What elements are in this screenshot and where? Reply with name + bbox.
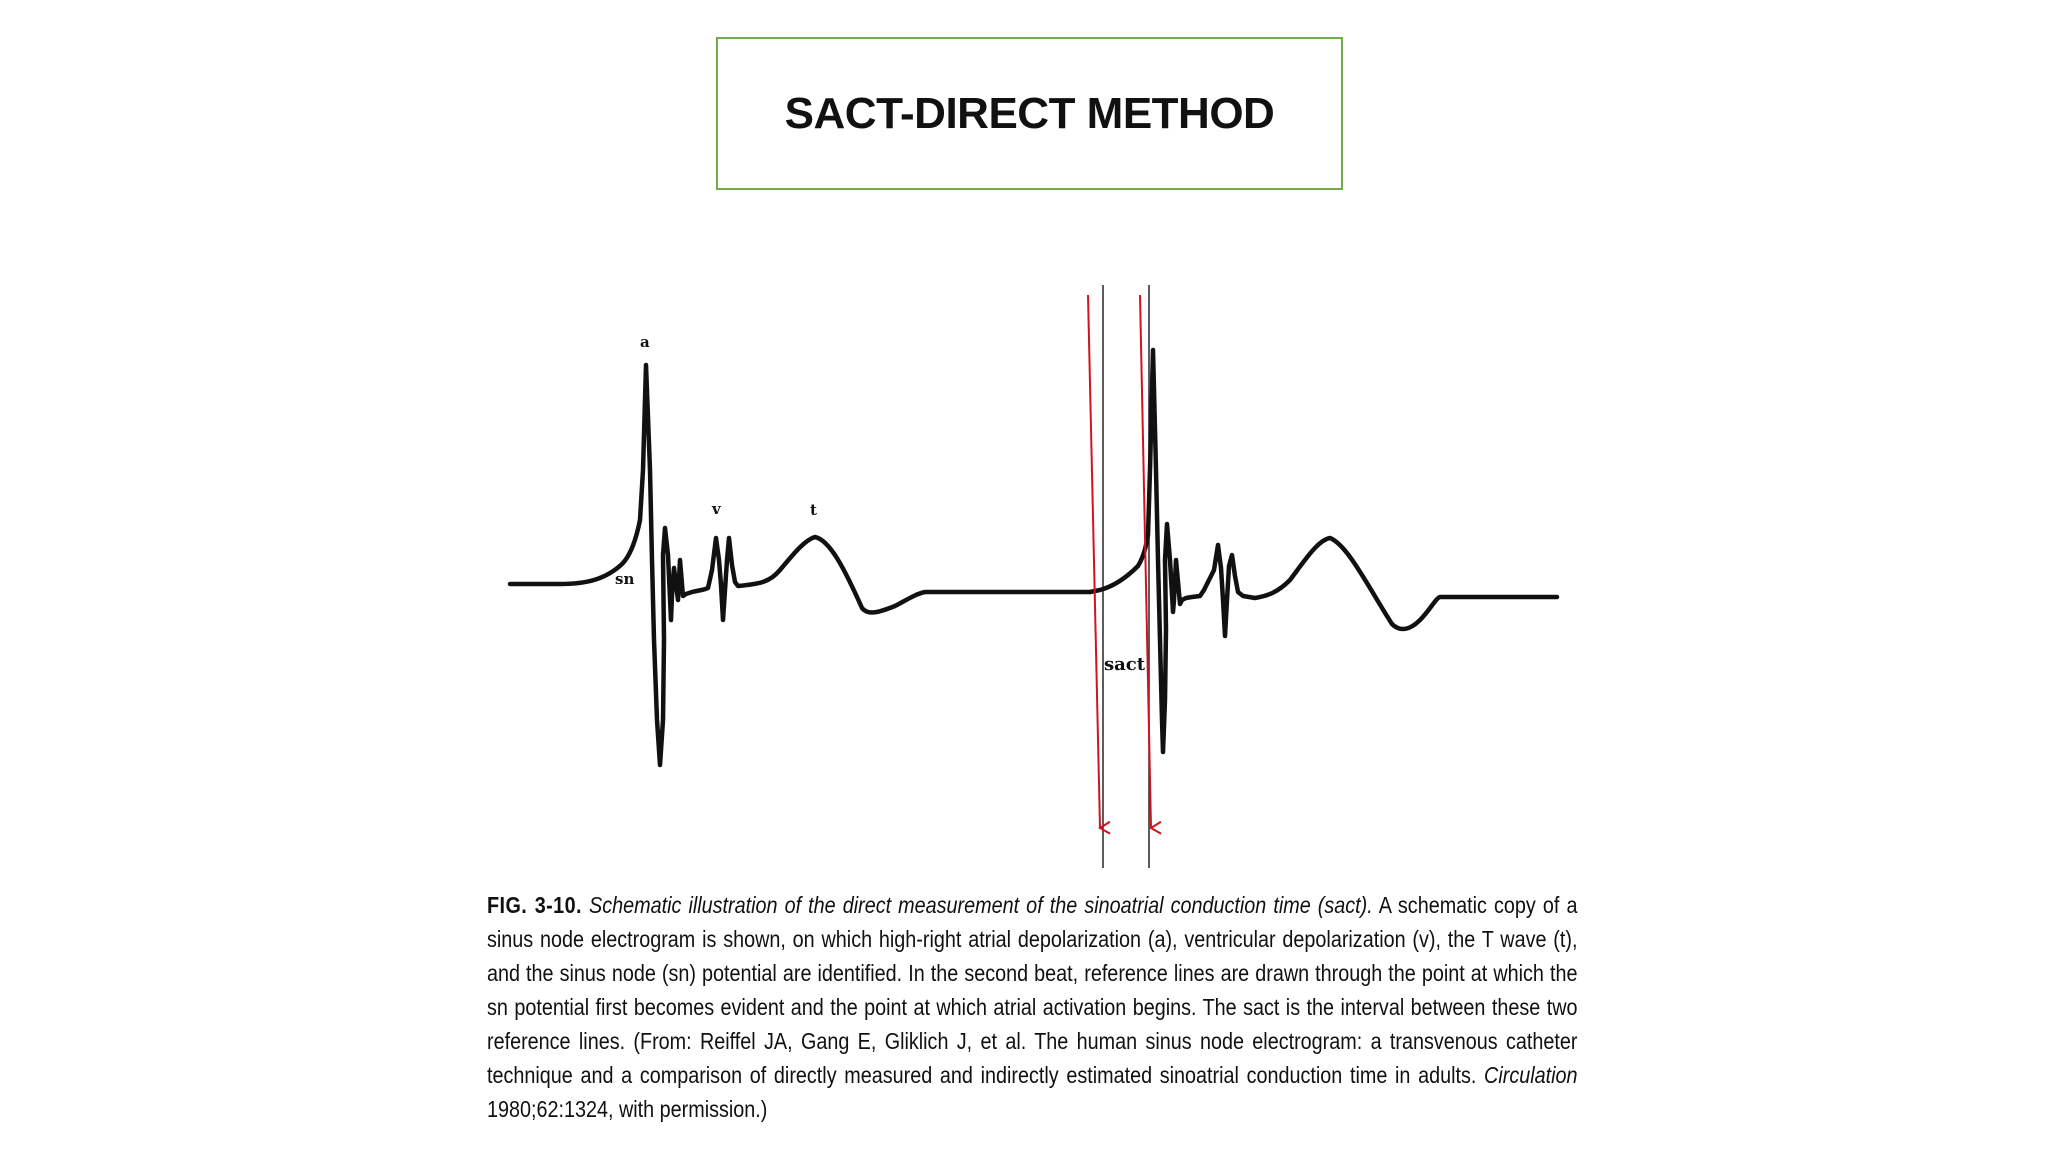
label-a: a <box>640 333 650 351</box>
caption-italic-title: Schematic illustration of the direct measurement of the sinoatrial conduction time (sact). <box>589 892 1373 918</box>
figure-caption <box>487 888 1577 1126</box>
label-v: v <box>712 500 721 518</box>
slide-title: SACT-DIRECT METHOD <box>784 88 1275 138</box>
label-sact: sact <box>1104 654 1146 675</box>
electrogram-beat-1 <box>510 365 1090 765</box>
electrogram-beat-2 <box>1090 350 1557 752</box>
arrow-sn-onset <box>1088 295 1100 828</box>
caption-citation-end: 1980;62:1324, with permission.) <box>487 1096 768 1122</box>
caption-journal: Circulation <box>1484 1062 1578 1088</box>
label-sn: sn <box>615 570 635 588</box>
caption-body: A schematic copy of a sinus node electrogram is shown, on which high-right atrial depolarization (a), ventricular depolarization (v), the T wave (t), and the sinus node (sn) potential are identified. In the second beat, reference lines are drawn through the point at which the sn potential first becomes evident and the point at which atrial activation begins. The sact is the interval between these two reference lines. (From: Reiffel JA, Gang E, Gliklich J, et al. The human sinus node electrogram: a transvenous catheter technique and a comparison of directly measured and indirectly estimated sinoatrial conduction time in adults. <box>487 892 1578 1088</box>
caption-fig-number: FIG. 3-10. <box>487 892 582 918</box>
label-t: t <box>810 501 817 519</box>
